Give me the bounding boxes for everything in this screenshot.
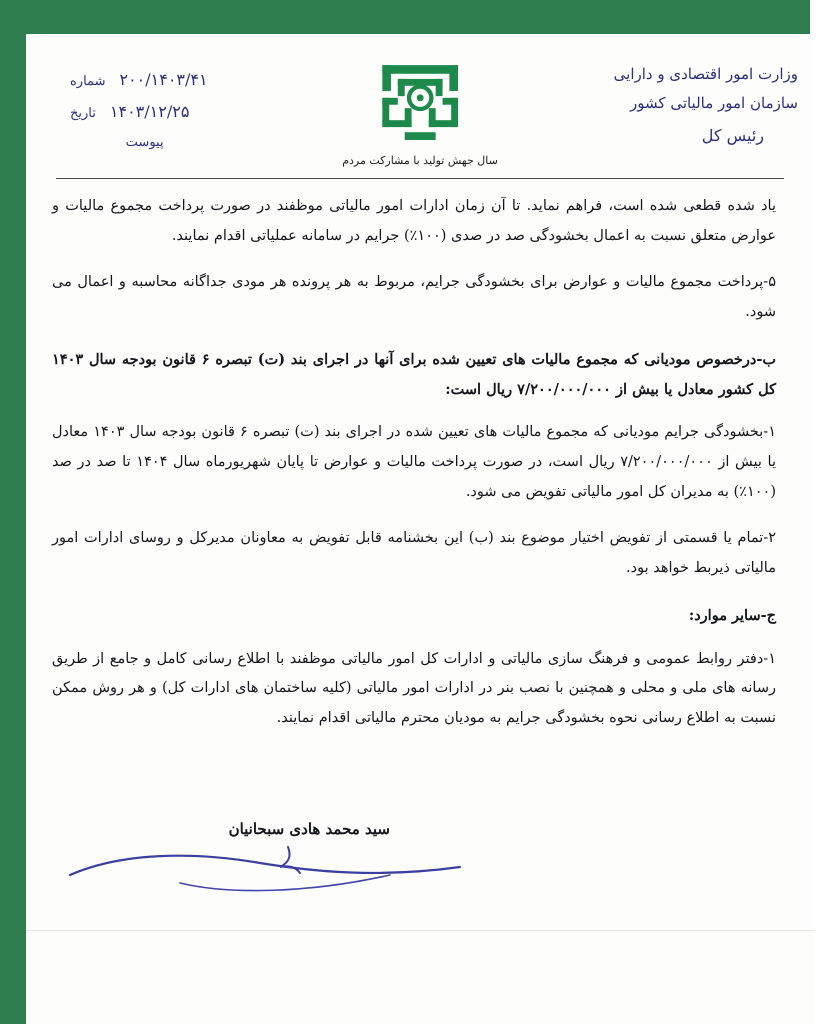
section-b-heading: ب-درخصوص مودیانی که مجموع مالیات های تعیین شده برای آنها در اجرای بند (ت) تبصره ۶ قانون بودجه سال ۱۴۰۳ کل کشور معادل یا بیش از ۷/۲۰۰/۰۰۰/۰۰۰ ریال است:: [52, 350, 776, 398]
header-divider: [56, 178, 784, 179]
date-value: ۱۴۰۳/۱۲/۲۵: [109, 102, 190, 121]
year-slogan: سال جهش تولید با مشارکت مردم: [342, 154, 498, 167]
page-footer-blank: [26, 930, 814, 1024]
paragraph-c-1: ۱-دفتر روابط عمومی و فرهنگ سازی مالیاتی و ادارات کل امور مالیاتی موظفند با اطلاع رسانی کامل و جامع از طریق رسانه های ملی و محلی و همچنین با نصب بنر در ادارات امور مالیاتی (کلیه ساختمان های ادارات کل) و هر روش ممکن نسبت به اطلاع رسانی نحوه بخشودگی جرایم به مودیان محترم مالیاتی اقدام نمایند.: [52, 650, 776, 727]
reference-number-row: [70, 64, 208, 96]
ministry-line: وزارت امور اقتصادی و دارایی: [613, 65, 798, 83]
paragraph-b-2: ۲-تمام یا قسمتی از تفویض اختیار موضوع بند (ب) این بخشنامه قابل تفویض به معاونان مدیرکل و روسای ادارات امور مالیاتی ذیربط خواهد بود.: [52, 530, 776, 577]
scan-edge-top: [0, 0, 820, 34]
number-value: ۲۰۰/۱۴۰۳/۴۱: [119, 70, 208, 89]
letterhead: [26, 34, 814, 180]
organization-line: سازمان امور مالیاتی کشور: [630, 93, 798, 112]
paragraph-continued: یاد شده قطعی شده است، فراهم نماید. تا آن زمان ادارات امور مالیاتی موظفند در صورت پرداخت مجموع مالیات و عوارض متعلق نسبت به اعمال بخشودگی صد در صدی (۱۰۰٪) جرایم در سامانه عملیاتی اقدام نمایند.: [52, 198, 776, 244]
reference-fields: [70, 64, 208, 156]
attachment-label: پیوست: [125, 135, 164, 150]
emblem-block: [342, 60, 498, 167]
reference-date-row: [70, 96, 208, 128]
date-label: تاریخ: [70, 106, 96, 121]
signer-rank: رئیس کل: [701, 126, 764, 145]
paragraph-a-5: ۵-پرداخت مجموع مالیات و عوارض برای بخشودگی جرایم، مربوط به هر پرونده هر مودی جداگانه محاسبه و اعمال می شود.: [52, 274, 776, 321]
issuing-organization: [614, 60, 798, 151]
number-label: شماره: [70, 74, 106, 89]
signer-name: سید محمد هادی سبحانیان: [228, 820, 390, 838]
handwritten-signature-icon: [60, 845, 480, 905]
document-body: [52, 192, 776, 751]
iran-tax-administration-emblem-icon: [377, 60, 463, 146]
scan-edge-left: [0, 0, 26, 1024]
signature-name-block: [229, 820, 390, 838]
section-c-heading: ج-سایر موارد:: [688, 606, 776, 624]
paragraph-b-1: ۱-بخشودگی جرایم مودیانی که مجموع مالیات های تعیین شده در اجرای بند (ت) تبصره ۶ قانون بودجه سال ۱۴۰۳ معادل یا بیش از ۷/۲۰۰/۰۰۰/۰۰۰ ریال است، در صورت پرداخت مالیات و عوارض تا پایان شهریورماه سال ۱۴۰۴ تا صد در صد (۱۰۰٪) به مدیران کل امور مالیاتی تفویض می شود.: [52, 424, 777, 500]
